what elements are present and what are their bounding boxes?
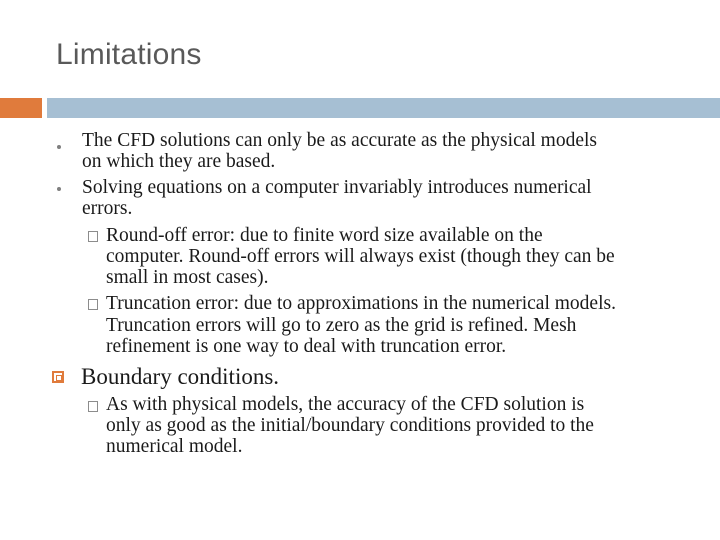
checkbox-bullet-icon <box>88 401 98 412</box>
sub-boundary-line-2: only as good as the initial/boundary conditions provided to the <box>106 415 594 436</box>
sub-truncation-line-3: refinement is one way to deal with truncation error. <box>106 336 507 357</box>
bullet-dot-icon <box>57 187 61 191</box>
bullet-dot-icon <box>57 145 61 149</box>
sub-roundoff-line-2: computer. Round-off errors will always exist (though they can be <box>106 246 615 267</box>
sub-roundoff-line-1: Round-off error: due to finite word size available on the <box>106 225 543 246</box>
bullet-2-line-1: Solving equations on a computer invariably introduces numerical <box>82 177 592 198</box>
bullet-1-line-2: on which they are based. <box>82 151 276 172</box>
sub-boundary-line-1: As with physical models, the accuracy of the CFD solution is <box>106 394 585 415</box>
slide-title: Limitations <box>56 38 202 71</box>
sub-roundoff-line-3: small in most cases). <box>106 267 269 288</box>
bullet-2-line-2: errors. <box>82 198 133 219</box>
boundary-heading: Boundary conditions. <box>81 364 280 389</box>
sub-boundary-line-3: numerical model. <box>106 436 243 457</box>
checkbox-bullet-icon <box>88 231 98 242</box>
sub-truncation-line-2: Truncation errors will go to zero as the grid is refined. Mesh <box>106 315 577 336</box>
checkbox-bullet-icon <box>88 299 98 310</box>
bullet-1-line-1: The CFD solutions can only be as accurate as the physical models <box>82 130 597 151</box>
z-bullet-icon <box>52 371 64 383</box>
sub-truncation-line-1: Truncation error: due to approximations in the numerical models. <box>106 293 616 314</box>
